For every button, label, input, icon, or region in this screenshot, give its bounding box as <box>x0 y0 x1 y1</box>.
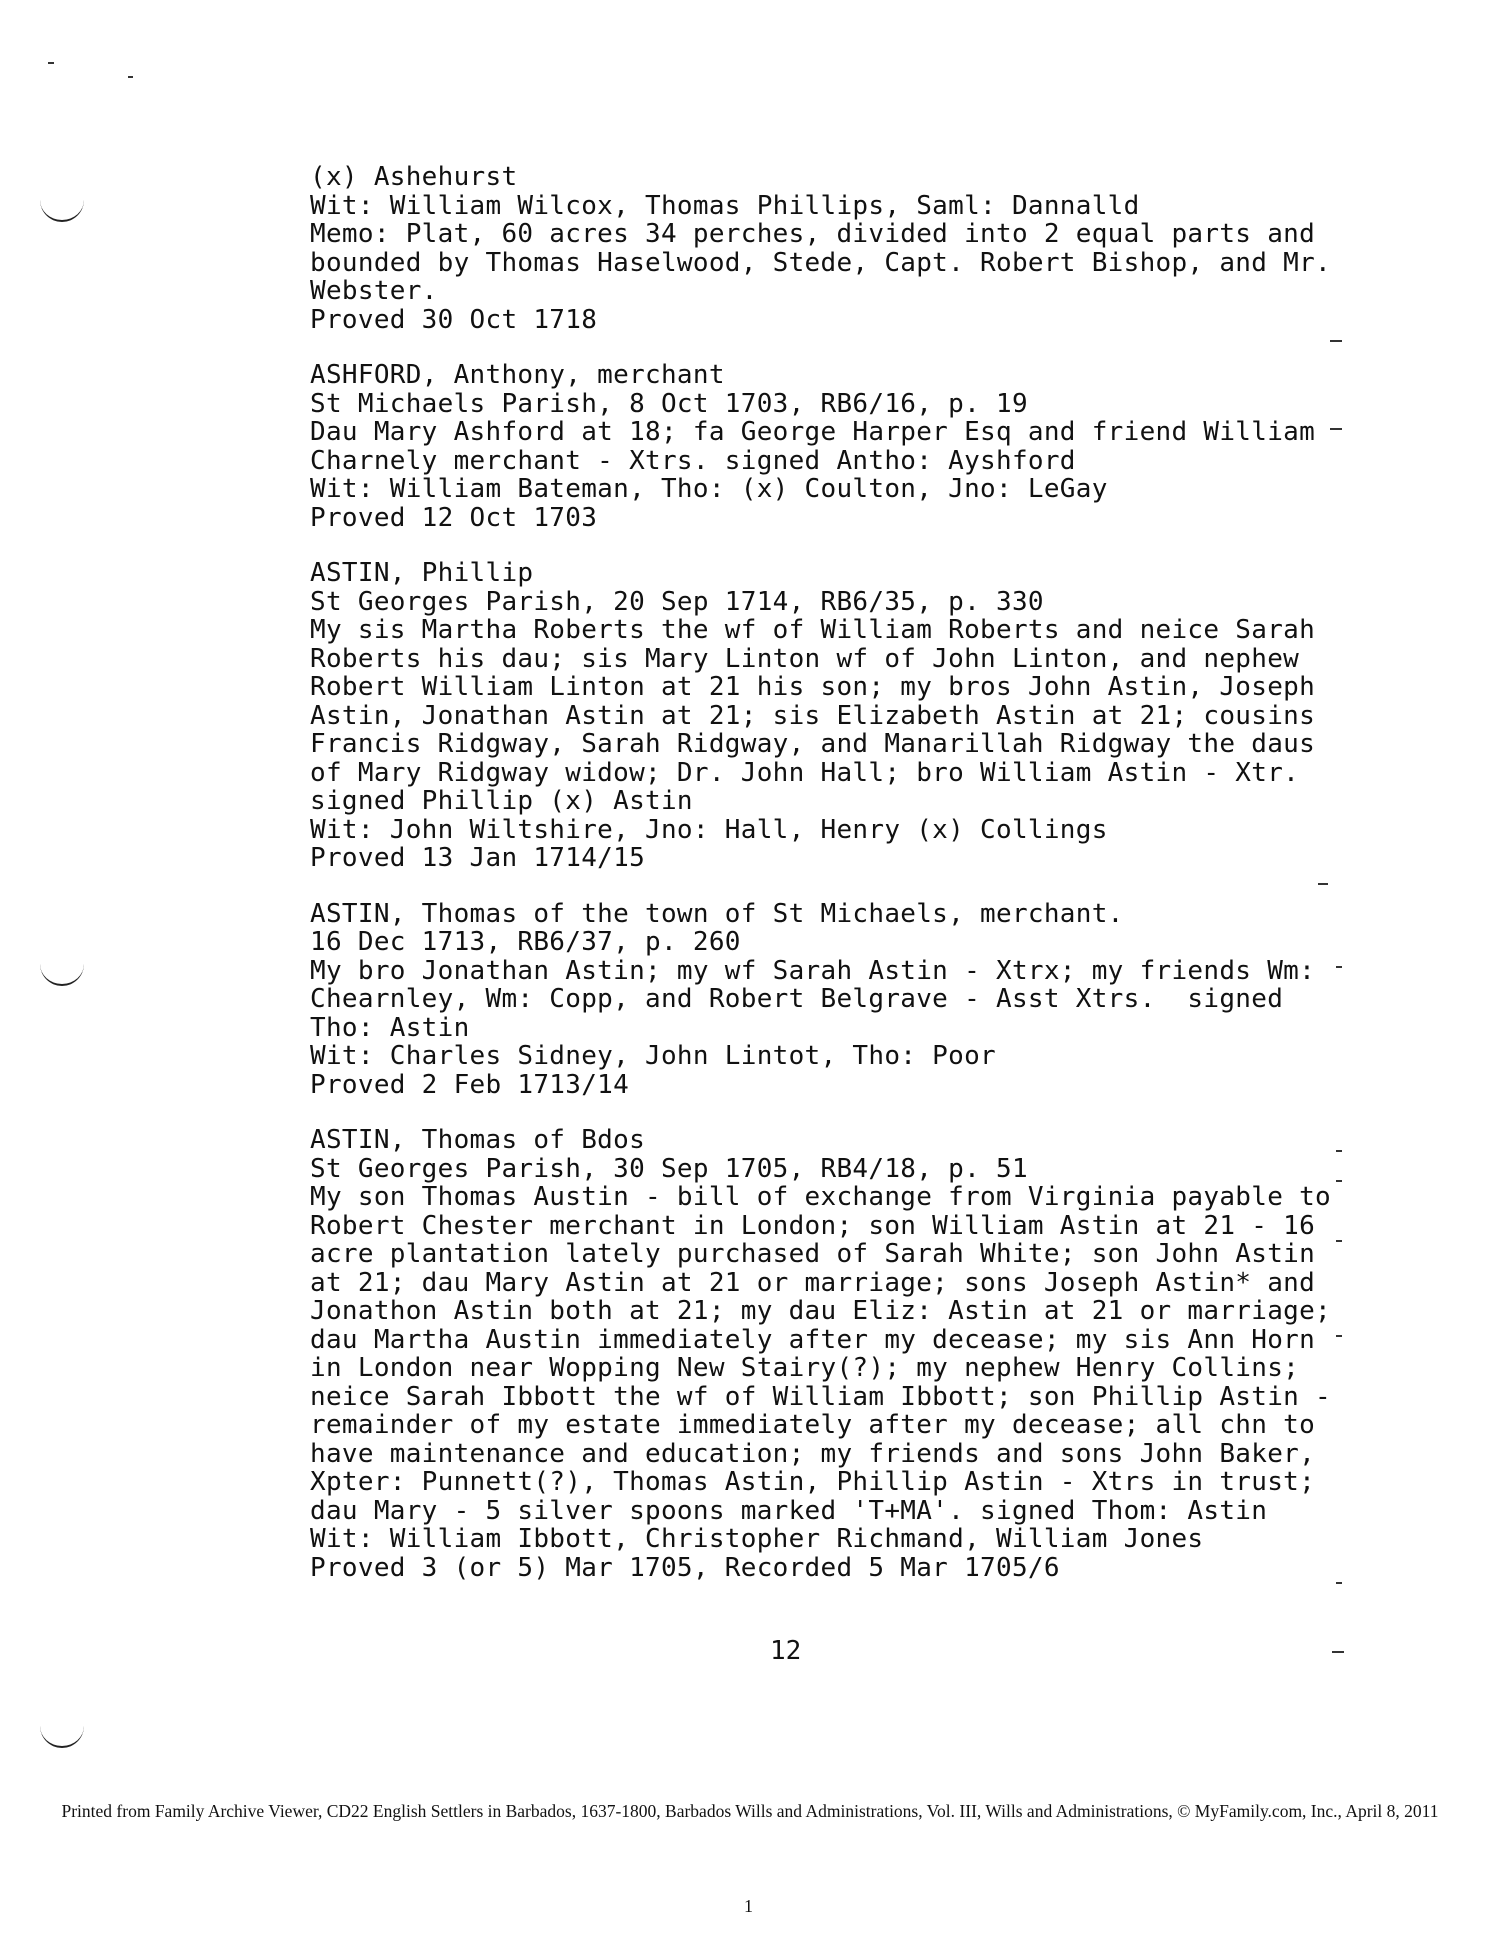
entry-line: Wit: John Wiltshire, Jno: Hall, Henry (x) Collings <box>310 814 1108 845</box>
scan-speck <box>1336 1240 1342 1242</box>
entry-heading: ASTIN, Thomas of the town of St Michaels, merchant. <box>310 898 1124 929</box>
binder-hole-mark <box>40 962 84 986</box>
entry-line: Wit: Charles Sidney, John Lintot, Tho: Poor <box>310 1041 996 1071</box>
entry-line: Proved 30 Oct 1718 <box>310 304 598 335</box>
entry-line: St Georges Parish, 20 Sep 1714, RB6/35, p. 330 <box>310 586 1044 617</box>
entry-line: remainder of my estate immediately after my decease; all chn to <box>310 1410 1316 1440</box>
scan-speck <box>1336 966 1342 968</box>
scan-speck <box>1332 1651 1344 1653</box>
entry-line: Chearnley, Wm: Copp, and Robert Belgrave - Asst Xtrs. signed <box>310 984 1284 1014</box>
scan-speck <box>1336 1150 1342 1152</box>
entry-line: Robert Chester merchant in London; son William Astin at 21 - 16 <box>310 1210 1316 1241</box>
scan-speck <box>48 62 54 64</box>
entry-spacer <box>310 873 1310 900</box>
entry-line: Astin, Jonathan Astin at 21; sis Elizabeth Astin at 21; cousins <box>310 700 1316 731</box>
will-entry <box>310 558 1316 873</box>
entry-line: Roberts his dau; sis Mary Linton wf of John Linton, and nephew <box>310 643 1300 674</box>
entry-heading: ASHFORD, Anthony, merchant <box>310 360 725 390</box>
entry-line: Robert William Linton at 21 his son; my bros John Astin, Joseph <box>310 672 1316 702</box>
entry-line: Jonathon Astin both at 21; my dau Eliz: Astin at 21 or marriage; <box>310 1296 1332 1326</box>
entry-line: 16 Dec 1713, RB6/37, p. 260 <box>310 927 741 957</box>
entry-spacer <box>310 532 1310 559</box>
entry-heading: (x) Ashehurst <box>310 162 518 192</box>
entry-spacer <box>310 1099 1310 1126</box>
entry-line: have maintenance and education; my friends and sons John Baker, <box>310 1438 1316 1469</box>
entry-spacer <box>310 334 1310 361</box>
binder-hole-mark <box>40 1724 84 1748</box>
entry-line: Memo: Plat, 60 acres 34 perches, divided into 2 equal parts and <box>310 219 1316 249</box>
entry-line: St Georges Parish, 30 Sep 1705, RB4/18, p. 51 <box>310 1153 1028 1184</box>
will-entries <box>310 162 1332 1583</box>
entry-line: Proved 2 Feb 1713/14 <box>310 1069 630 1100</box>
entry-line: dau Martha Austin immediately after my decease; my sis Ann Horn <box>310 1324 1316 1355</box>
entry-line: acre plantation lately purchased of Sarah White; son John Astin <box>310 1239 1316 1269</box>
entry-line: of Mary Ridgway widow; Dr. John Hall; bro William Astin - Xtr. <box>310 757 1300 788</box>
will-entry <box>310 162 1332 335</box>
entry-line: Charnely merchant - Xtrs. signed Antho: Ayshford <box>310 445 1076 476</box>
entry-line: Dau Mary Ashford at 18; fa George Harper Esq and friend William <box>310 417 1316 447</box>
entry-line: St Michaels Parish, 8 Oct 1703, RB6/16, p. 19 <box>310 388 1028 419</box>
will-entry <box>310 360 1316 533</box>
entry-line: bounded by Thomas Haselwood, Stede, Capt. Robert Bishop, and Mr. <box>310 247 1332 278</box>
page-number: 12 <box>770 1636 802 1666</box>
entry-line: Tho: Astin <box>310 1012 470 1043</box>
entry-line: Wit: William Wilcox, Thomas Phillips, Saml: Dannalld <box>310 190 1140 221</box>
entry-line: My son Thomas Austin - bill of exchange from Virginia payable to <box>310 1182 1332 1212</box>
entry-line: Wit: William Ibbott, Christopher Richmand, William Jones <box>310 1524 1204 1554</box>
scan-speck <box>1318 883 1328 885</box>
entry-line: Xpter: Punnett(?), Thomas Astin, Phillip Astin - Xtrs in trust; <box>310 1467 1316 1497</box>
scan-speck <box>128 76 133 78</box>
entry-line: signed Phillip (x) Astin <box>310 786 693 816</box>
entry-line: neice Sarah Ibbott the wf of William Ibbott; son Phillip Astin - <box>310 1381 1332 1412</box>
entry-line: dau Mary - 5 silver spoons marked 'T+MA'. signed Thom: Astin <box>310 1495 1268 1526</box>
entry-heading: ASTIN, Phillip <box>310 558 534 588</box>
binder-hole-mark <box>40 198 84 222</box>
entry-line: in London near Wopping New Stairy(?); my nephew Henry Collins; <box>310 1353 1300 1383</box>
entry-heading: ASTIN, Thomas of Bdos <box>310 1125 646 1155</box>
entry-line: My sis Martha Roberts the wf of William Roberts and neice Sarah <box>310 615 1316 645</box>
entry-line: My bro Jonathan Astin; my wf Sarah Astin - Xtrx; my friends Wm: <box>310 955 1316 986</box>
scan-speck <box>1336 1582 1342 1584</box>
scan-speck <box>1336 1180 1342 1182</box>
print-footer: Printed from Family Archive Viewer, CD22 English Settlers in Barbados, 1637-1800, Barbados Wills and Administrations, Vol. III, Wills and Administrations, © MyFamily.com, Inc., April 8, 2011 <box>61 1801 1439 1821</box>
entry-line: Proved 3 (or 5) Mar 1705, Recorded 5 Mar 1705/6 <box>310 1552 1060 1583</box>
entry-line: Francis Ridgway, Sarah Ridgway, and Manarillah Ridgway the daus <box>310 729 1316 759</box>
scan-speck <box>1330 428 1342 430</box>
will-entry <box>310 1125 1332 1583</box>
scan-speck <box>1336 1335 1342 1337</box>
entry-line: Proved 13 Jan 1714/15 <box>310 843 646 873</box>
sheet-number: 1 <box>744 1896 753 1916</box>
entry-line: at 21; dau Mary Astin at 21 or marriage; sons Joseph Astin* and <box>310 1267 1316 1298</box>
entry-line: Wit: William Bateman, Tho: (x) Coulton, Jno: LeGay <box>310 474 1108 504</box>
will-entry <box>310 898 1316 1100</box>
entry-line: Proved 12 Oct 1703 <box>310 502 598 533</box>
scan-speck <box>1330 340 1342 342</box>
entry-line: Webster. <box>310 276 438 306</box>
